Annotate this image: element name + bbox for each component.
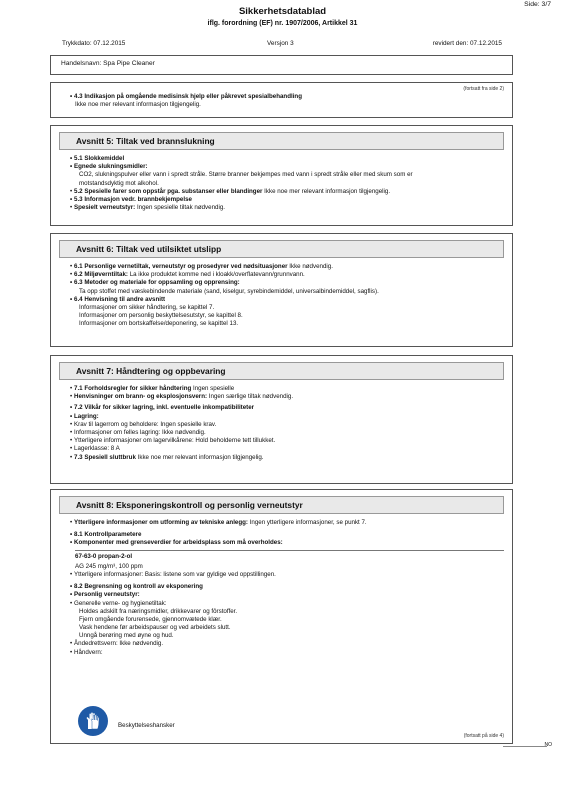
suitable-extinguishing-label: • Egnede slukningsmidler: (75, 163, 504, 171)
item-8-1: • 8.1 Kontrollparametere (75, 531, 504, 539)
section-7-box (50, 355, 513, 484)
footer-rule (503, 746, 547, 747)
divider (75, 550, 504, 551)
ref-handling: Informasjoner om sikker håndtering, se kapittel 7. (79, 303, 215, 311)
item-7-1-title: 7.1 Forholdsregler for sikker håndtering (74, 385, 192, 392)
additional-info: • Ytterligere informasjoner: Basis: listene som var gyldige ved oppstillingen. (75, 571, 504, 579)
item-5-2 (75, 188, 504, 196)
document-title: Sikkerhetsdatablad (238, 6, 327, 17)
ppe-label: • Personlig verneutstyr: (75, 591, 504, 599)
ref-ppe: Informasjoner om personlig beskyttelsesutstyr, se kapittel 8. (79, 312, 243, 320)
storage-label: • Lagring: (75, 413, 504, 421)
item-6-2-title: 6.2 Miljøverntiltak: (74, 271, 128, 279)
item-5-1: • 5.1 Slokkemiddel (75, 155, 504, 163)
tech-facilities-text: Ingen ytterligere informasjoner, se punkt 7. (247, 519, 367, 526)
revised-date: revidert den: 07.12.2015 (432, 40, 502, 47)
section-8-box (50, 489, 513, 744)
section-5-heading: Avsnitt 5: Tiltak ved brannslukning (59, 132, 504, 150)
item-6-2-text: La ikke produktet komme ned i kloakk/overflatevann/grunnvann. (127, 271, 305, 279)
component-limit: AG 245 mg/m³, 100 ppm (75, 562, 143, 570)
extinguishing-text-2: motstandsdyktig mot alkohol. (79, 179, 159, 187)
item-6-3-text: Ta opp stoffet med væskebindende materiale (sand, kiselgur, syrebindemiddel, universalbindemiddel, sagflis). (79, 287, 379, 295)
extinguishing-text-1: CO2, slukningspulver eller vann i spredt stråle. Større branner bekjempes med vann i spredt stråle eller med skum som er (79, 171, 413, 179)
tech-facilities (75, 519, 504, 527)
section-7-heading: Avsnitt 7: Håndtering og oppbevaring (59, 362, 504, 380)
item-5-3: • 5.3 Informasjon vedr. brannbekjempelse (75, 196, 504, 204)
special-equipment (75, 204, 504, 212)
storage-joint: • Informasjoner om felles lagring: Ikke nødvendig. (75, 429, 504, 437)
item-7-1-text: Ingen spesielle (191, 385, 235, 392)
item-7-1 (75, 385, 504, 393)
section-8-heading: Avsnitt 8: Eksponeringskontroll og personlig verneutstyr (59, 496, 504, 514)
item-6-1-title: 6.1 Personlige vernetiltak, verneutstyr og prosedyrer ved nødsituasjoner (74, 263, 288, 270)
print-date: Trykkdato: 07.12.2015 (62, 40, 126, 47)
document-subtitle: iflg. forordning (EF) nr. 1907/2006, Artikkel 31 (207, 20, 358, 27)
section-6-heading: Avsnitt 6: Tiltak ved utilsiktet utslipp (59, 240, 504, 258)
ref-disposal: Informasjoner om bortskaffelse/deponering, se kapittel 13. (79, 320, 239, 328)
continued-from: (fortsatt fra side 2) (463, 86, 504, 92)
product-name: Handelsnavn: Spa Pipe Cleaner (61, 60, 155, 67)
item-7-3 (75, 454, 504, 462)
gloves-caption: Beskyttelseshansker (118, 722, 175, 729)
item-6-3: • 6.3 Metoder og materiale for oppsamling og opprensing: (75, 279, 504, 287)
item-6-4: • 6.4 Henvisning til andre avsnitt (75, 296, 504, 304)
components-limits: • Komponenter med grenseverdier for arbeidsplass som må overholdes: (75, 539, 504, 547)
storage-conditions: • Ytterligere informasjoner om lagervilkårene: Hold beholderne tett tillukket. (75, 437, 504, 445)
item-4-3-text: Ikke noe mer relevant informasjon tilgjengelig. (75, 100, 201, 108)
hygiene-label: • Generelle verne- og hygienetiltak: (75, 600, 504, 608)
special-equipment-label: Spesielt verneutstyr: (74, 204, 136, 212)
item-6-2 (75, 271, 504, 279)
page-number: Side: 3/7 (524, 1, 551, 8)
continued-on: (fortsatt på side 4) (463, 733, 504, 740)
item-6-1-text: Ikke nødvendig. (287, 263, 333, 270)
item-4-3-title: • 4.3 Indikasjon på omgående medisinsk hjelp eller påkrevet spesialbehandling (75, 93, 504, 101)
special-equipment-text: Ingen spesielle tiltak nødvendig. (135, 204, 225, 212)
hygiene-3: Vask hendene før arbeidspauser og ved arbeidets slutt. (79, 624, 231, 632)
fire-explosion-label: Henvisninger om brann- og eksplosjonsvern: (74, 393, 208, 401)
item-8-2: • 8.2 Begrensning og kontroll av eksponering (75, 583, 504, 591)
footer-country: NO (544, 742, 552, 748)
storage-class: • Lagerklasse: 8 A (75, 445, 504, 453)
product-name-box (50, 55, 513, 75)
respiratory: • Åndedrettsvern: Ikke nødvendig. (75, 640, 504, 648)
item-5-2-title: 5.2 Spesielle farer som oppstår pga. substanser eller blandinger (74, 187, 263, 195)
hand-protection: • Håndvern: (75, 649, 504, 657)
section-5-box (50, 125, 513, 226)
fire-explosion (75, 393, 504, 401)
gloves-icon (78, 706, 108, 736)
item-7-3-text: Ikke noe mer relevant informasjon tilgjengelig. (135, 453, 264, 461)
fire-explosion-text: Ingen særlige tiltak nødvendig. (207, 393, 294, 401)
hygiene-1: Holdes adskilt fra næringsmidler, drikkevarer og fôrstoffer. (79, 607, 238, 615)
component-name: 67-63-0 propan-2-ol (75, 552, 133, 560)
section-4-box (50, 82, 513, 118)
storage-room-req: • Krav til lagerrom og beholdere: Ingen spesielle krav. (75, 421, 504, 429)
item-5-2-text: Ikke noe mer relevant informasjon tilgjengelig. (262, 187, 391, 195)
hygiene-2: Fjern omgående forurensede, gjennomvætede klær. (79, 615, 222, 623)
section-6-box (50, 233, 513, 347)
hygiene-4: Unngå berøring med øyne og hud. (79, 632, 174, 640)
item-6-1 (75, 263, 504, 271)
item-7-2: • 7.2 Vilkår for sikker lagring, inkl. eventuelle inkompatibiliteter (75, 404, 504, 412)
item-7-3-title: 7.3 Spesiell sluttbruk (74, 453, 136, 461)
version: Versjon 3 (267, 40, 294, 47)
tech-facilities-label: Ytterligere informasjoner om utforming av tekniske anlegg: (74, 519, 248, 526)
